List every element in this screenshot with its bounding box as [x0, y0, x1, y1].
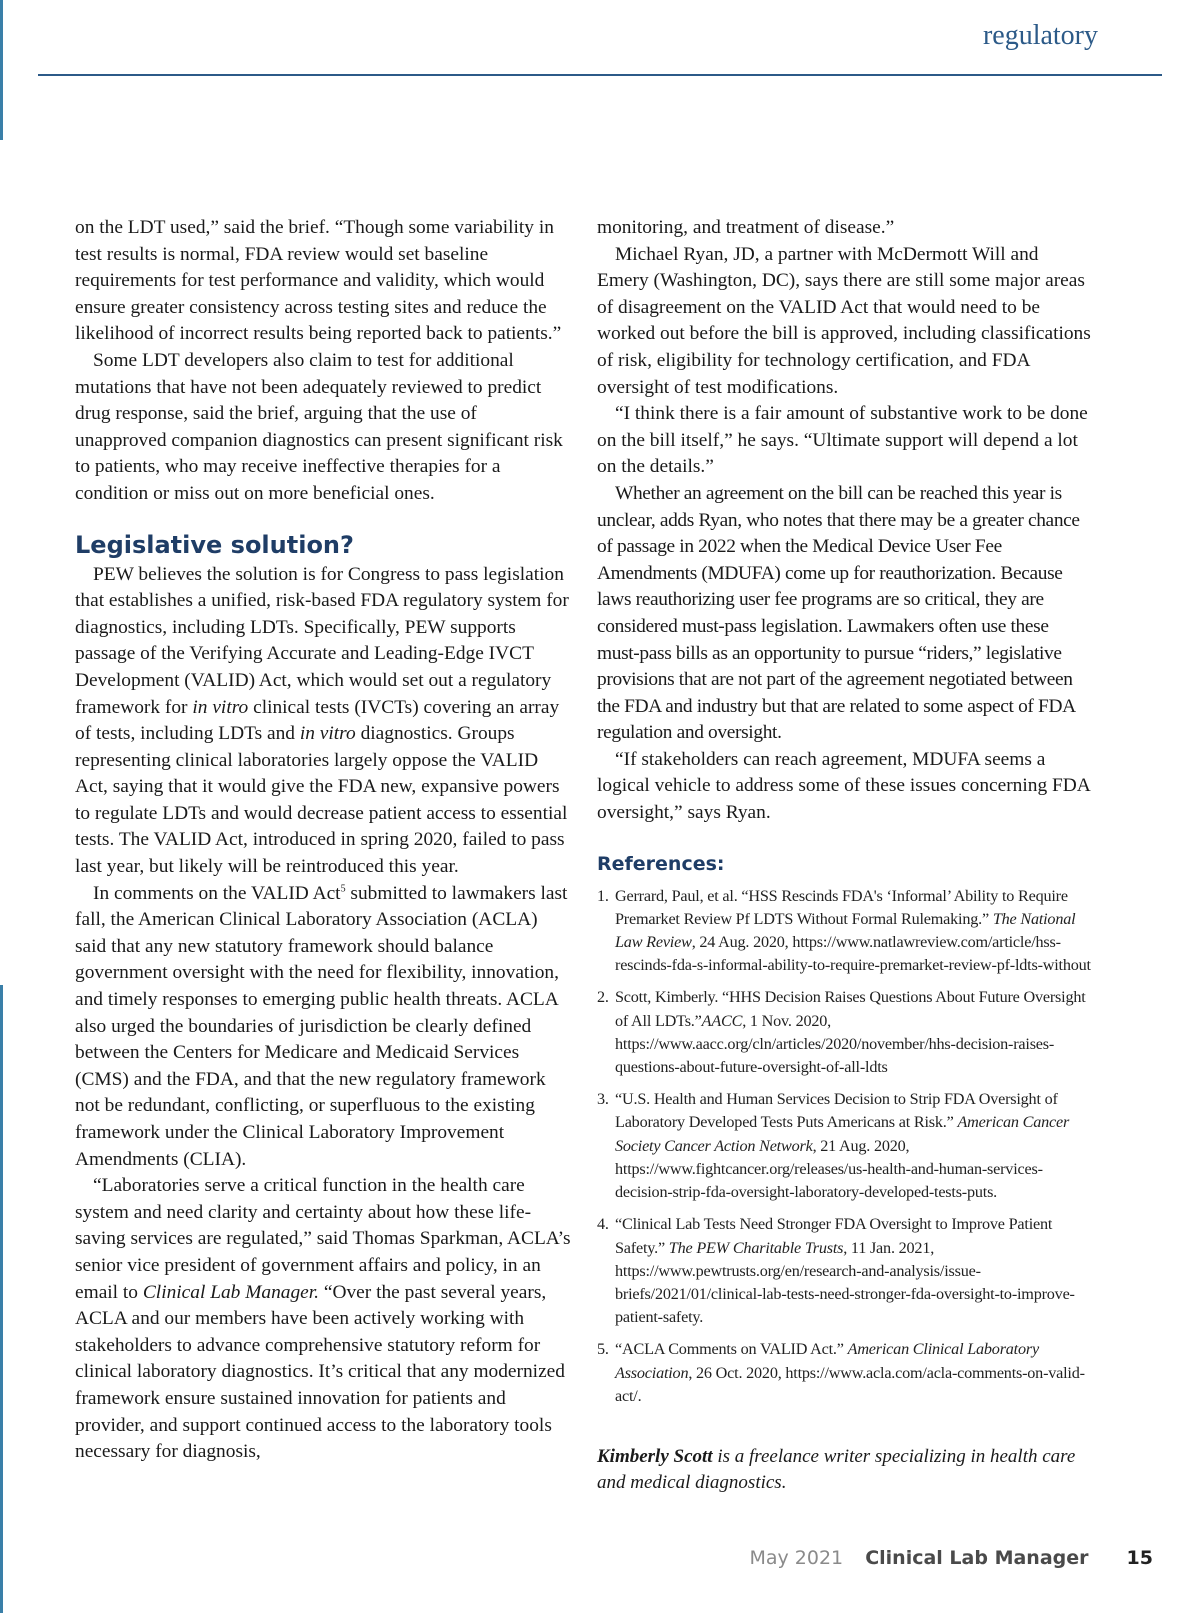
- author-name: Kimberly Scott: [597, 1445, 713, 1467]
- reference-source: AACC: [701, 1011, 743, 1030]
- reference-item: [597, 1088, 1092, 1204]
- reference-details: , 1 Nov. 2020, https://www.aacc.org/cln/articles/2020/november/hhs-decision-raises-questions-about-future-oversight-of-all-ldts: [615, 1011, 1055, 1077]
- left-column: [75, 215, 572, 1466]
- text-run: PEW believes the solution is for Congress to pass legislation that establishes a unified, risk-based FDA regulatory system for diagnostics, including LDTs. Specifically, PEW supports passage of the Verifying Accurate and Leading-Edge IVCT Development (VALID) Act, which would set out a regulatory framework for: [75, 563, 569, 718]
- page-edge-marker-bottom: [0, 985, 3, 1613]
- references-heading: References:: [597, 852, 725, 875]
- left-paragraph-3: [75, 562, 572, 881]
- reference-number: 1.: [597, 886, 609, 905]
- reference-item: [597, 1338, 1092, 1408]
- text-run: “Laboratories serve a critical function in the health care system and need clarity and certainty about how these life-saving services are regulated,” said Thomas Sparkman, ACLA’s senior vice president of government affairs and policy, in an email to: [75, 1175, 571, 1303]
- reference-number: 3.: [597, 1090, 609, 1109]
- text-run: In comments on the VALID Act: [93, 882, 341, 904]
- reference-text: Scott, Kimberly. “HHS Decision Raises Questions About Future Oversight of All LDTs.”: [615, 988, 1086, 1030]
- reference-number: 4.: [597, 1215, 609, 1234]
- right-paragraph-2: Michael Ryan, JD, a partner with McDermott Will and Emery (Washington, DC), says there are still some major areas of disagreement on the VALID Act that would need to be worked out before the bill is approved, including classifications of risk, eligibility for technology certification, and FDA oversight of test modifications.: [597, 243, 1091, 398]
- page-footer: [749, 1547, 1153, 1569]
- reference-details: , 26 Oct. 2020, https://www.acla.com/acla-comments-on-valid-act/.: [615, 1363, 1085, 1405]
- issue-date: May 2021: [749, 1547, 844, 1569]
- right-paragraph-4: Whether an agreement on the bill can be reached this year is unclear, adds Ryan, who notes that there may be a greater chance of passage in 2022 when the Medical Device User Fee Amendments (MDUFA) come up for reauthorization. Because laws reauthorizing user fee programs are so critical, they are considered must-pass legislation. Lawmakers often use these must-pass bills as an opportunity to pursue “riders,” legislative provisions that are not part of the agreement negotiated between the FDA and industry but that are related to some aspect of FDA regulation and oversight.: [597, 482, 1080, 744]
- reference-text: “ACLA Comments on VALID Act.”: [615, 1340, 844, 1359]
- author-bio: [597, 1444, 1092, 1496]
- reference-source: The PEW Charitable Trusts: [668, 1238, 844, 1257]
- left-paragraph-4: [75, 881, 572, 1174]
- magazine-name: Clinical Lab Manager: [865, 1547, 1089, 1569]
- reference-item: [597, 1213, 1092, 1329]
- reference-details: , 21 Aug. 2020, https://www.fightcancer.org/releases/us-health-and-human-services-decision-strip-fda-oversight-laboratory-developed-tests-puts.: [615, 1136, 1043, 1202]
- page-number: 15: [1126, 1547, 1153, 1569]
- reference-text: “Clinical Lab Tests Need Stronger FDA Oversight to Improve Patient Safety.”: [615, 1215, 1053, 1257]
- right-paragraph-5: “If stakeholders can reach agreement, MDUFA seems a logical vehicle to address some of these issues concerning FDA oversight,” says Ryan.: [597, 748, 1090, 824]
- italic-term: in vitro: [299, 723, 356, 745]
- reference-number: 5.: [597, 1340, 609, 1359]
- reference-details: , 11 Jan. 2021, https://www.pewtrusts.org/en/research-and-analysis/issue-briefs/2021/01/clinical-lab-tests-need-stronger-fda-oversight-to-improve-patient-safety.: [615, 1238, 1075, 1327]
- reference-source: The National Law Review: [615, 909, 1076, 952]
- author-description: is a freelance writer specializing in health care and medical diagnostics.: [597, 1445, 1076, 1493]
- text-run: diagnostics. Groups representing clinical laboratories largely oppose the VALID Act, saying that it would give the FDA new, expansive powers to regulate LDTs and would decrease patient access to essential tests. The VALID Act, introduced in spring 2020, failed to pass last year, but likely will be reintroduced this year.: [75, 723, 568, 878]
- right-paragraph-3: “I think there is a fair amount of substantive work to be done on the bill itself,” he says. “Ultimate support will depend a lot on the details.”: [597, 403, 1088, 478]
- reference-source: American Cancer Society Cancer Action Network: [615, 1113, 1070, 1155]
- reference-text: Gerrard, Paul, et al. “HSS Rescinds FDA's ‘Informal’ Ability to Require Premarket Review Pf LDTS Without Formal Rulemaking.”: [615, 886, 1068, 928]
- left-paragraph-2: Some LDT developers also claim to test for additional mutations that have not been adequately reviewed to predict drug response, said the brief, arguing that the use of unapproved companion diagnostics can present significant risk to patients, who may receive ineffective therapies for a condition or miss out on more beneficial ones.: [75, 349, 563, 504]
- left-paragraph-1: on the LDT used,” said the brief. “Though some variability in test results is normal, FDA review would set baseline requirements for test performance and validity, which would ensure greater consistency across testing sites and reduce the likelihood of incorrect results being reported back to patients.”: [75, 217, 562, 345]
- text-run: clinical tests (IVCTs) covering an array of tests, including LDTs and: [75, 696, 560, 745]
- reference-number: 2.: [597, 988, 609, 1007]
- reference-details: , 24 Aug. 2020, https://www.natlawreview.com/article/hss-rescinds-fda-s-informal-ability-to-require-premarket-review-pf-ldts-without: [615, 933, 1091, 975]
- text-run: submitted to lawmakers last fall, the American Clinical Laboratory Association (ACLA) said that any new statutory framework should balance government oversight with the need for flexibility, innovation, and timely responses to emerging public health threats. ACLA also urged the boundaries of jurisdiction be clearly defined between the Centers for Medicare and Medicaid Services (CMS) and the FDA, and that the new regulatory framework not be redundant, conflicting, or superfluous to the existing framework under the Clinical Laboratory Improvement Amendments (CLIA).: [75, 882, 568, 1170]
- footnote-marker: 5: [340, 883, 346, 895]
- page-edge-marker-top: [0, 0, 3, 140]
- right-column: [597, 215, 1092, 1496]
- reference-text: “U.S. Health and Human Services Decision to Strip FDA Oversight of Laboratory Developed Tests Puts Americans at Risk.”: [615, 1090, 1058, 1132]
- header-rule: [38, 74, 1162, 76]
- text-run: “Over the past several years, ACLA and our members have been actively working with stakeholders to advance comprehensive statutory reform for clinical laboratory diagnostics. It’s critical that any modernized framework ensure sustained innovation for patients and provider, and support continued access to the laboratory tools necessary for diagnosis,: [75, 1281, 565, 1463]
- left-paragraph-5: [75, 1173, 572, 1466]
- section-heading: Legislative solution?: [75, 530, 354, 559]
- section-label: regulatory: [982, 20, 1098, 51]
- reference-item: [597, 986, 1092, 1079]
- references-list: [597, 885, 1092, 1408]
- italic-term: in vitro: [192, 696, 249, 718]
- reference-item: [597, 885, 1092, 978]
- right-paragraph-1: monitoring, and treatment of disease.”: [597, 217, 895, 238]
- reference-source: American Clinical Laboratory Association: [615, 1340, 1039, 1382]
- italic-publication: Clinical Lab Manager.: [142, 1281, 320, 1303]
